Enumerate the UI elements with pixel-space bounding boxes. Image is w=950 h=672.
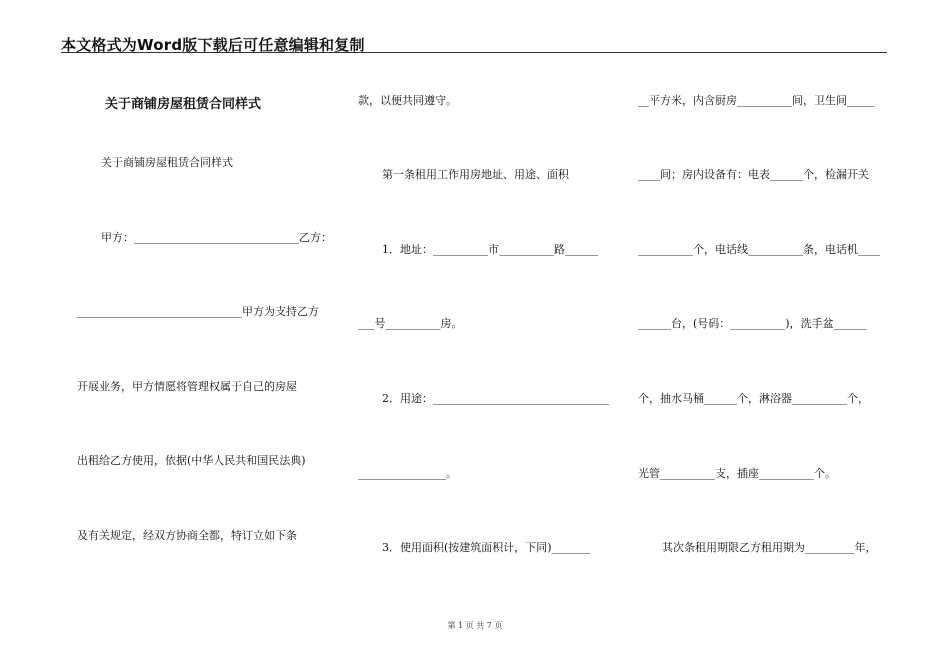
col1-line-1: 关于商铺房屋租赁合同样式: [101, 156, 233, 169]
col3-line-7: 其次条租用期限乙方租用期为_________年，: [662, 541, 877, 554]
document-header-title: 本文格式为Word版下载后可任意编辑和复制: [61, 36, 365, 54]
col1-line-4: 开展业务，甲方情愿将管理权属于自己的房屋: [77, 380, 297, 393]
col3-line-6: 光管__________支，插座__________个。: [638, 467, 836, 480]
col2-line-7: 3．使用面积(按建筑面积计，下同)_______: [382, 541, 591, 554]
col2-line-6: ________________。: [358, 467, 457, 480]
col1-line-5: 出租给乙方使用，依据(中华人民共和国民法典): [77, 454, 306, 467]
column-1: [77, 0, 332, 672]
col2-line-3: 1．地址：__________市__________路______: [382, 243, 598, 256]
page-footer: 第 1 页 共 7 页: [447, 621, 503, 630]
col1-line-6: 及有关规定，经双方协商全都，特订立如下条: [77, 529, 297, 542]
col2-line-5: 2．用途：________________________________: [382, 392, 609, 405]
col2-line-1: 款，以便共同遵守。: [358, 94, 457, 107]
document-title: 关于商铺房屋租赁合同样式: [105, 97, 262, 112]
col3-line-1: __平方米，内含厨房__________间，卫生间_____: [638, 94, 875, 107]
column-2: [358, 0, 610, 672]
col3-line-2: ____间；房内设备有：电表______个，检漏开关: [638, 168, 869, 181]
col1-line-2: 甲方：______________________________乙方：: [101, 231, 332, 244]
col2-line-2: 第一条租用工作用房地址、用途、面积: [382, 168, 569, 181]
col3-line-3: __________个，电话线__________条，电话机____: [638, 243, 880, 256]
col2-line-4: ___号__________房。: [358, 317, 463, 330]
col3-line-5: 个，抽水马桶______个，淋浴器__________个，: [638, 392, 869, 405]
col3-line-4: ______台，(号码：__________)，洗手盆______: [638, 317, 867, 330]
column-3: [638, 0, 890, 672]
col1-line-3: ______________________________甲方为支持乙方: [77, 305, 319, 318]
